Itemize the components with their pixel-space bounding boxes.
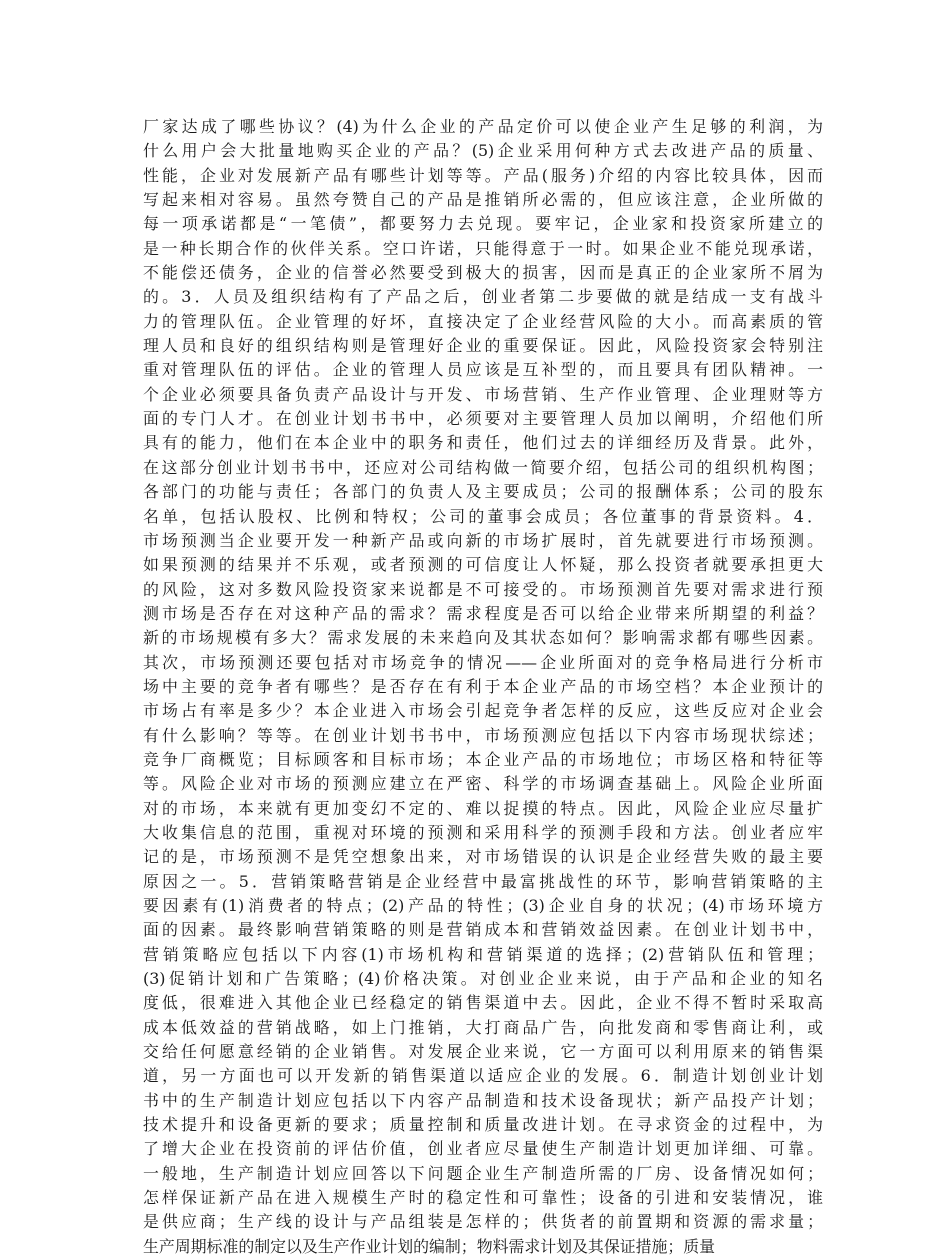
body-text (143, 115, 823, 1259)
text-line: 是供应商；生产线的设计与产品组装是怎样的；供货者的前置期和资源的需求量； (143, 1212, 823, 1232)
text-line: 成本低效益的营销战略，如上门推销，大打商品广告，向批发商和零售商让利，或 (143, 1017, 823, 1037)
text-line: 场中主要的竞争者有哪些？是否存在有利于本企业产品的市场空档？本企业预计的 (143, 676, 823, 696)
text-line: 对的市场，本来就有更加变幻不定的、难以捉摸的特点。因此，风险企业应尽量扩 (143, 798, 823, 818)
text-line: 新的市场规模有多大？需求发展的未来趋向及其状态如何？影响需求都有哪些因素。 (143, 628, 823, 648)
text-line: 竞争厂商概览；目标顾客和目标市场；本企业产品的市场地位；市场区格和特征等 (143, 749, 823, 769)
text-line: 怎样保证新产品在进入规模生产时的稳定性和可靠性；设备的引进和安装情况，谁 (143, 1188, 823, 1208)
text-line: 的风险，这对多数风险投资家来说都是不可接受的。市场预测首先要对需求进行预 (143, 579, 823, 599)
text-line: 力的管理队伍。企业管理的好坏，直接决定了企业经营风险的大小。而高素质的管 (143, 311, 823, 331)
text-line: 大收集信息的范围，重视对环境的预测和采用科学的预测手段和方法。创业者应牢 (143, 822, 823, 842)
text-line: 写起来相对容易。虽然夸赞自己的产品是推销所必需的，但应该注意，企业所做的 (143, 190, 823, 210)
text-line: 各部门的功能与责任；各部门的负责人及主要成员；公司的报酬体系；公司的股东 (143, 482, 823, 502)
text-line: 个企业必须要具备负责产品设计与开发、市场营销、生产作业管理、企业理财等方 (143, 384, 823, 404)
text-line: 每一项承诺都是“一笔债”，都要努力去兑现。要牢记，企业家和投资家所建立的 (143, 214, 823, 234)
text-line: 度低，很难进入其他企业已经稳定的销售渠道中去。因此，企业不得不暂时采取高 (143, 993, 823, 1013)
text-line: 道，另一方面也可以开发新的销售渠道以适应企业的发展。6．制造计划创业计划 (143, 1066, 823, 1086)
text-line: 记的是，市场预测不是凭空想象出来，对市场错误的认识是企业经营失败的最主要 (143, 847, 823, 867)
text-line: 是一种长期合作的伙伴关系。空口许诺，只能得意于一时。如果企业不能兑现承诺， (143, 238, 823, 258)
text-line: 其次，市场预测还要包括对市场竞争的情况——企业所面对的竞争格局进行分析市 (143, 652, 823, 672)
text-line: 生产周期标准的制定以及生产作业计划的编制；物料需求计划及其保证措施；质量 (143, 1236, 716, 1256)
text-line: 市场占有率是多少？本企业进入市场会引起竞争者怎样的反应，这些反应对企业会 (143, 701, 823, 721)
text-line: 名单，包括认股权、比例和特权；公司的董事会成员；各位董事的背景资料。4． (143, 506, 823, 526)
text-line: 重对管理队伍的评估。企业的管理人员应该是互补型的，而且要具有团队精神。一 (143, 360, 823, 380)
text-line: 要因素有(1)消费者的特点；(2)产品的特性；(3)企业自身的状况；(4)市场环境方 (143, 896, 823, 915)
text-line: 性能，企业对发展新产品有哪些计划等等。产品(服务)介绍的内容比较具体，因而 (143, 165, 823, 185)
text-line: 书中的生产制造计划应包括以下内容产品制造和技术设备现状；新产品投产计划； (143, 1090, 823, 1110)
text-line: 有什么影响？等等。在创业计划书书中，市场预测应包括以下内容市场现状综述； (143, 725, 823, 745)
text-line: 具有的能力，他们在本企业中的职务和责任，他们过去的详细经历及背景。此外， (143, 433, 823, 453)
text-line: 测市场是否存在对这种产品的需求？需求程度是否可以给企业带来所期望的利益？ (143, 603, 823, 623)
text-line: 厂家达成了哪些协议？(4)为什么企业的产品定价可以使企业产生足够的利润，为 (143, 117, 823, 136)
text-line: 市场预测当企业要开发一种新产品或向新的市场扩展时，首先就要进行市场预测。 (143, 530, 823, 550)
text-line: 理人员和良好的组织结构则是管理好企业的重要保证。因此，风险投资家会特别注 (143, 336, 823, 356)
text-line: 面的因素。最终影响营销策略的则是营销成本和营销效益因素。在创业计划书中， (143, 920, 823, 940)
text-line: 等。风险企业对市场的预测应建立在严密、科学的市场调查基础上。风险企业所面 (143, 774, 823, 794)
text-line: 交给任何愿意经销的企业销售。对发展企业来说，它一方面可以利用原来的销售渠 (143, 1042, 823, 1062)
text-line: 一般地，生产制造计划应回答以下问题企业生产制造所需的厂房、设备情况如何； (143, 1163, 823, 1183)
text-line: 了增大企业在投资前的评估价值，创业者应尽量使生产制造计划更加详细、可靠。 (143, 1139, 823, 1159)
text-line: 不能偿还债务，企业的信誉必然要受到极大的损害，因而是真正的企业家所不屑为 (143, 263, 823, 283)
text-line: 营销策略应包括以下内容(1)市场机构和营销渠道的选择；(2)营销队伍和管理； (143, 944, 823, 964)
text-line: (3)促销计划和广告策略；(4)价格决策。对创业企业来说，由于产品和企业的知名 (143, 969, 823, 989)
text-line: 如果预测的结果并不乐观，或者预测的可信度让人怀疑，那么投资者就要承担更大 (143, 555, 823, 575)
text-line: 什么用户会大批量地购买企业的产品？(5)企业采用何种方式去改进产品的质量、 (143, 141, 823, 161)
text-line: 原因之一。5．营销策略营销是企业经营中最富挑战性的环节，影响营销策略的主 (143, 871, 823, 891)
text-line: 的。3．人员及组织结构有了产品之后，创业者第二步要做的就是结成一支有战斗 (143, 287, 823, 307)
text-line: 面的专门人才。在创业计划书书中，必须要对主要管理人员加以阐明，介绍他们所 (143, 409, 823, 429)
text-line: 技术提升和设备更新的要求；质量控制和质量改进计划。在寻求资金的过程中，为 (143, 1115, 823, 1135)
text-line: 在这部分创业计划书书中，还应对公司结构做一简要介绍，包括公司的组织机构图； (143, 457, 823, 477)
